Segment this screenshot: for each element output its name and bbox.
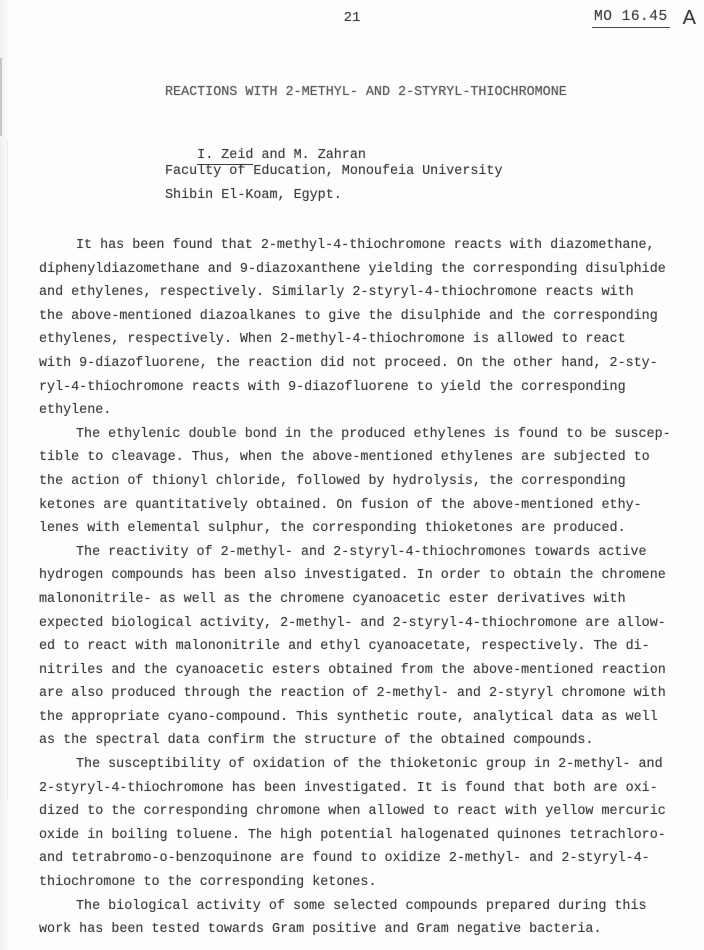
body-line: expected biological activity, 2-methyl- and 2-styryl-4-thiochromone are allow- bbox=[39, 615, 666, 631]
abstract-body bbox=[39, 234, 679, 942]
body-line: nitriles and the cyanoacetic esters obtained from the above-mentioned reaction bbox=[39, 662, 666, 678]
body-line: oxide in boiling toluene. The high potential halogenated quinones tetrachloro- bbox=[39, 827, 666, 843]
body-line: thiochromone to the corresponding ketones. bbox=[39, 875, 377, 891]
body-line: and ethylenes, respectively. Similarly 2-styryl-4-thiochromone reacts with bbox=[39, 285, 634, 301]
body-line: and tetrabromo-o-benzoquinone are found to oxidize 2-methyl- and 2-styryl-4- bbox=[39, 851, 650, 867]
affiliation-line: Faculty of Education, Monoufeia University bbox=[165, 164, 503, 179]
scan-edge-line bbox=[7, 140, 8, 800]
body-line: dized to the corresponding chromone when allowed to react with yellow mercuric bbox=[39, 804, 666, 820]
page-number: 21 bbox=[343, 10, 361, 26]
body-line: ethylene. bbox=[39, 403, 112, 419]
abstract-title: REACTIONS WITH 2-METHYL- AND 2-STYRYL-THIOCHROMONE bbox=[165, 85, 567, 100]
scan-edge-mark bbox=[0, 58, 2, 136]
body-line: the appropriate cyano-compound. This synthetic route, analytical data as well bbox=[39, 709, 658, 725]
body-line: ethylenes, respectively. When 2-methyl-4-thiochromone is allowed to react bbox=[39, 332, 626, 348]
author-name-rest: and M. Zahran bbox=[253, 148, 366, 163]
body-line: The reactivity of 2-methyl- and 2-styryl-4-thiochromones towards active bbox=[76, 544, 647, 560]
body-line: ed to react with malononitrile and ethyl cyanoacetate, respectively. The di- bbox=[39, 639, 650, 655]
body-line: lenes with elemental sulphur, the corresponding thioketones are produced. bbox=[39, 521, 626, 537]
body-line: ryl-4-thiochromone reacts with 9-diazofluorene to yield the corresponding bbox=[39, 379, 626, 395]
body-line: tible to cleavage. Thus, when the above-mentioned ethylenes are subjected to bbox=[39, 450, 650, 466]
body-line: the action of thionyl chloride, followed by hydrolysis, the corresponding bbox=[39, 473, 626, 489]
body-line: are also produced through the reaction of 2-methyl- and 2-styryl chromone with bbox=[39, 686, 666, 702]
session-code: MO 16.45 bbox=[592, 9, 670, 28]
body-line: the above-mentioned diazoalkanes to give the disulphide and the corresponding bbox=[39, 308, 658, 324]
body-line: work has been tested towards Gram positive and Gram negative bacteria. bbox=[39, 922, 602, 938]
body-line: The susceptibility of oxidation of the thioketonic group in 2-methyl- and bbox=[76, 757, 663, 773]
body-line: The biological activity of some selected compounds prepared during this bbox=[76, 898, 647, 914]
body-line: 2-styryl-4-thiochromone has been investigated. It is found that both are oxi- bbox=[39, 780, 658, 796]
body-line: The ethylenic double bond in the produced ethylenes is found to be suscep- bbox=[76, 426, 671, 442]
author-name-underlined: I. Zeid bbox=[197, 148, 254, 163]
address-line: Shibin El-Koam, Egypt. bbox=[165, 188, 342, 203]
session-letter: A bbox=[682, 7, 696, 29]
body-line: as the spectral data confirm the structure of the obtained compounds. bbox=[39, 733, 594, 749]
scan-edge-shade bbox=[0, 0, 10, 950]
body-line: It has been found that 2-methyl-4-thiochromone reacts with diazomethane, bbox=[76, 238, 655, 253]
body-line: malononitrile- as well as the chromene cyanoacetic ester derivatives with bbox=[39, 591, 626, 607]
body-line: hydrogen compounds has been also investigated. In order to obtain the chromene bbox=[39, 568, 666, 584]
body-line: diphenyldiazomethane and 9-diazoxanthene yielding the corresponding disulphide bbox=[39, 261, 666, 277]
body-line: with 9-diazofluorene, the reaction did not proceed. On the other hand, 2-sty- bbox=[39, 355, 658, 371]
session-header bbox=[592, 9, 696, 28]
body-line: ketones are quantitatively obtained. On fusion of the above-mentioned ethy- bbox=[39, 497, 642, 513]
